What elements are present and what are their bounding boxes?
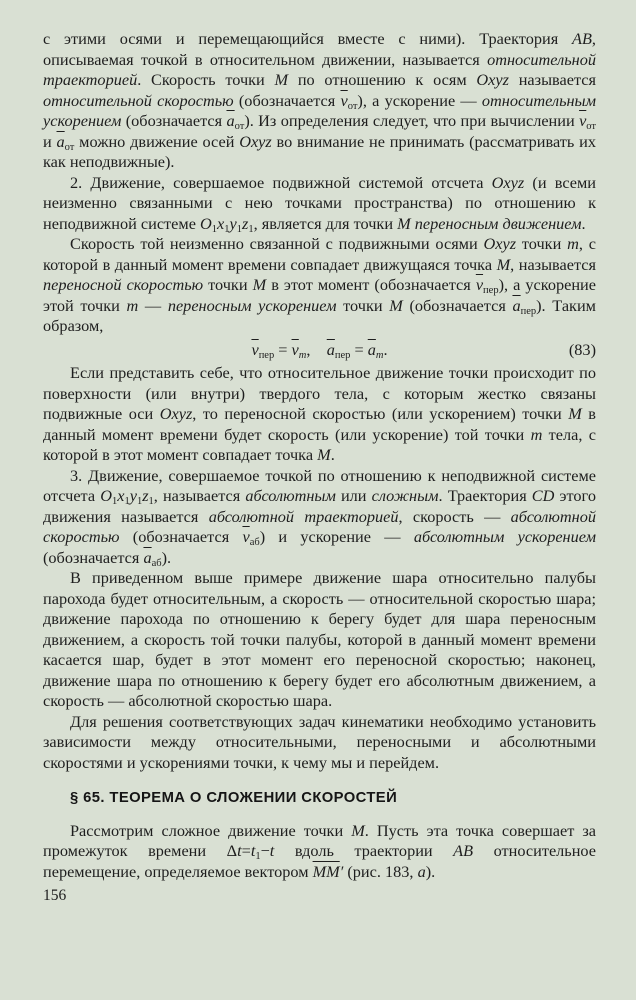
text-segment: относительным ускорением [43,90,596,130]
text-segment: ). Из определения следует, что при вычислении [244,111,580,130]
text-segment: 1 [136,496,143,507]
text-segment: m [375,349,384,361]
text-segment: (и всеми неизменно связанными с нею точками пространства) по отношению к неподвижной системе [43,172,596,233]
text-segment: Скорость той неизменно связанной с подвижными осями [70,234,484,253]
text-segment: M [389,295,403,315]
text-segment: 1 [255,851,261,862]
text-segment: m [530,424,543,444]
text-segment: . [383,339,388,359]
text-segment: ). Таким образом, [43,295,596,335]
text-segment: (обозначается [233,90,341,110]
para-relative-trajectory [43,29,596,173]
text-segment: Oxyz [491,172,525,192]
text-segment: пер [483,285,499,296]
text-segment: t [237,841,242,860]
text-segment: с этими осями и перемещающийся вместе с ними). Траектория [43,29,573,48]
text-segment: = [350,339,368,359]
text-segment: абсолютным [245,486,336,505]
text-segment: $\overline{v}$ [475,275,484,294]
text-segment: 3. Движение, совершаемое точкой по отношению к неподвижной системе отсчета [43,465,596,505]
text-segment: аб [249,537,260,548]
text-segment: $\overline{a}$ [367,339,376,359]
text-segment: этого движения называется [43,486,596,526]
para-kinematics-tasks [43,712,596,774]
text-segment: от [234,121,245,132]
text-segment: $\overline{a}$ [56,131,65,151]
text-segment: 1 [124,496,130,507]
text-segment: в этот момент (обозначается [266,275,476,294]
text-segment: , то переносной скоростью (или ускорением) точки [192,404,569,423]
para-ship-example [43,568,596,712]
text-segment: z [242,213,249,233]
text-segment: $\overline{a}$ [226,111,235,130]
text-segment: называется [508,70,596,89]
text-segment: t [250,841,256,860]
text-segment: M [274,70,289,89]
text-segment: относительное перемещение, определяемое вектором [43,841,596,881]
text-segment: Если представить себе, что относительное движение точки происходит по поверхности (или внутри) твердого тела, с которым жестко связаны подвижные оси [43,363,596,423]
text-segment: ). [425,861,436,881]
text-segment: и [43,131,57,151]
text-segment: , описываемая точкой в относительном движении, называется [43,29,596,69]
para-3-absolute-motion [43,466,596,569]
text-segment: пер [334,349,351,361]
text-segment: § 65. ТЕОРЕМА О СЛОЖЕНИИ СКОРОСТЕЙ [70,790,398,806]
text-segment: m [126,295,139,315]
text-segment: , [306,339,327,359]
text-segment: , с которой в данный момент времени совпадает движущаяся точка [43,234,596,274]
text-segment: CD [531,486,555,505]
text-segment: $\overline{v}$ [242,527,250,546]
text-segment: аб [151,557,162,569]
text-segment: , скорость — [398,506,511,526]
text-segment: ′ [339,861,344,881]
text-segment: Oxyz [239,131,272,151]
text-segment: Рассмотрим сложное движение точки [70,820,352,840]
text-segment: ), а ускорение — [357,90,482,110]
text-segment: m [567,234,579,253]
text-segment: M [252,275,267,294]
text-segment: относительной скоростью [43,90,234,110]
text-segment: абсолютным ускорением [413,527,596,546]
text-segment: во внимание не принимать (рассматривать их как неподвижные). [43,131,596,171]
text-segment: 1 [148,496,154,507]
text-segment: пер [258,349,275,361]
text-segment: y [229,213,237,233]
text-segment: 2. Движение, совершаемое подвижной системой отсчета [70,172,492,192]
text-segment: , является для точки [253,213,398,233]
text-segment: $\overline{v}$ [251,339,259,359]
text-segment: а [417,861,426,881]
text-segment: 1 [248,223,254,235]
text-segment: 1 [211,223,218,235]
text-segment: Oxyz [159,404,193,423]
text-segment: относительной траекторией [43,49,596,89]
text-segment: сложным [371,486,439,505]
text-segment: = [274,339,292,359]
text-segment: . Траектория [438,486,532,505]
text-segment: O [200,213,212,233]
equation-number: (83) [568,339,596,359]
text-segment: точки [516,234,568,253]
text-segment: 1 [224,223,230,235]
para-rigid-body-note [43,363,596,466]
text-segment: $\overline{a}$ [143,547,152,567]
text-segment: в данный момент времени будет скорость (или ускорение) той точки [43,404,596,444]
equation-83 [43,340,596,361]
text-segment: (обозначается [43,547,144,567]
text-segment: O [100,486,112,505]
text-segment: $\overline{a}$ [326,339,335,359]
text-segment: (рис. 183, [343,861,418,881]
text-segment: M [317,445,331,464]
text-segment: M [351,820,365,840]
text-segment: по отношению к осям [288,70,477,89]
text-segment: , называется [153,486,246,505]
text-segment: тела, с которой в этот момент совпадает точка [43,424,596,464]
text-segment: $\overline{a}$ [512,295,521,315]
text-segment: 1 [111,496,118,507]
text-segment: = [241,841,251,860]
text-segment: от [64,141,75,153]
text-segment: . Пусть эта точка совершает за промежуток времени [43,820,597,860]
text-segment: В приведенном выше примере движение шара относительно палубы парохода будет относительным, а скорость — относительной скоростью шара; движение парохода по отношению к берегу будет для шара переносным движением, а скорость той точки палубы, которой в данный момент времени касается шар, будет в этот момент его переносной скоростью; наконец, движение шара по отношению к берегу будет его абсолютным движением, а скорость — абсолютной скоростью шара. [43,568,596,710]
text-segment: Oxyz [483,234,517,253]
text-segment: абсолютной траекторией [208,506,399,526]
text-segment: переносным ускорением [167,295,337,315]
text-segment: или [335,486,372,505]
text-segment: $\overline{v}$ [579,111,587,130]
text-segment: пер [520,305,537,317]
page-number: 156 [43,887,67,904]
text-segment: абсолютной скоростью [43,506,597,546]
text-segment: вдоль траектории [274,841,454,860]
text-segment: . [581,213,586,233]
section-heading [43,788,596,809]
text-segment: $\overline{v}$ [340,90,348,110]
text-segment: M [496,254,511,274]
text-segment: точки [203,275,253,294]
text-segment: M [397,213,411,233]
text-segment: . Скорость точки [137,70,275,89]
text-segment: x [217,213,225,233]
text-segment: — [138,295,168,315]
text-segment: ), а ускорение этой точки [43,275,596,315]
text-segment: . [330,445,335,464]
text-segment: m [298,349,307,361]
text-segment: x [117,486,125,505]
text-segment: точки [336,295,390,315]
text-segment: $\overline{v}$ [291,339,299,359]
para-compound-motion-intro [43,821,596,883]
text-segment: (обозначается [402,295,513,315]
text-segment: − [260,841,270,860]
text-segment: (обозначается [121,111,227,130]
text-segment: ). [161,547,172,567]
text-segment: Δ [226,841,238,860]
text-segment: ) и ускорение — [259,527,414,546]
text-segment: y [129,486,137,505]
text-segment: Для решения соответствующих задач кинематики необходимо установить зависимости между относительными, переносными и абсолютными скоростями и ускорениями точки, к чему мы и перейдем. [43,711,596,772]
text-segment: от [586,121,596,132]
text-segment: AB [453,841,474,860]
text-segment: (обозначается [119,527,243,546]
para-2-transport-motion [43,173,596,235]
text-segment: z [142,486,149,505]
text-segment: Oxyz [476,70,509,89]
text-segment: 1 [236,223,242,235]
text-segment: t [269,841,275,860]
text-segment: , называется [510,254,596,274]
text-segment: AB [572,29,592,48]
text-segment: переносным движением [414,213,582,233]
para-transport-velocity [43,234,596,337]
text-segment: можно движение осей [74,131,240,151]
text-segment: $\overline{MM}$ [312,861,340,881]
text-segment: от [347,100,358,112]
text-block [43,29,596,882]
text-segment: переносной скоростью [43,275,204,294]
text-segment: M [568,404,582,423]
